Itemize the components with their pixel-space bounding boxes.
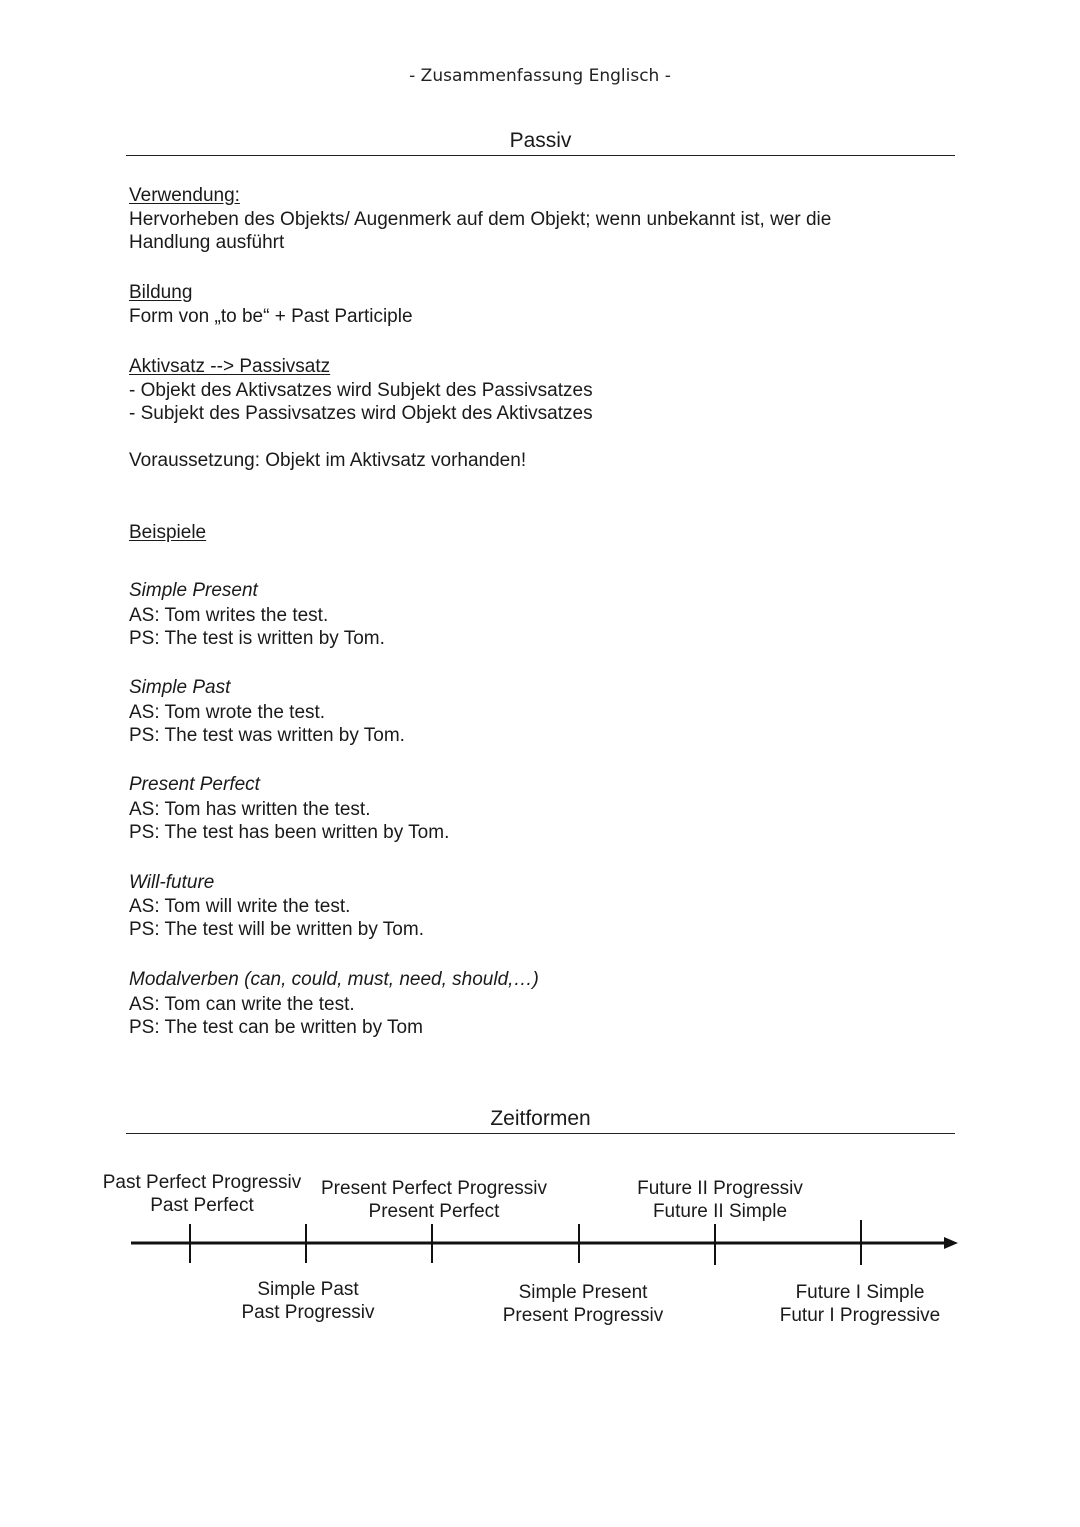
section-title-passiv: Passiv — [509, 129, 572, 152]
timeline-label-line: Present Progressiv — [502, 1305, 664, 1326]
timeline-label-line: Simple Present — [518, 1282, 648, 1303]
example-passive-sentence: PS: The test will be written by Tom. — [129, 919, 424, 940]
timeline-label-line: Past Perfect — [150, 1195, 254, 1216]
timeline-arrow — [0, 1210, 1080, 1280]
timeline-label-below — [208, 1278, 408, 1324]
voraussetzung-text: Voraussetzung: Objekt im Aktivsatz vorhanden! — [129, 450, 527, 471]
bildung-text: Form von „to be“ + Past Participle — [129, 306, 413, 327]
example-passive-sentence: PS: The test can be written by Tom — [129, 1017, 423, 1038]
timeline-label-line: Future I Simple — [795, 1282, 925, 1303]
verwendung-text-line-2: Handlung ausführt — [129, 232, 285, 253]
aktiv-passiv-rule-2: - Subjekt des Passivsatzes wird Objekt des Aktivsatzes — [129, 403, 593, 424]
example-active-sentence: AS: Tom can write the test. — [129, 994, 355, 1015]
timeline-label-line: Simple Past — [257, 1279, 359, 1300]
timeline-label-line: Futur I Progressive — [779, 1305, 941, 1326]
section-divider — [126, 1133, 955, 1134]
document-header: - Zusammenfassung Englisch - — [409, 66, 671, 86]
example-tense: Modalverben (can, could, must, need, should,…) — [129, 969, 539, 990]
example-tense: Simple Past — [129, 677, 231, 698]
example-passive-sentence: PS: The test has been written by Tom. — [129, 822, 450, 843]
example-passive-sentence: PS: The test is written by Tom. — [129, 628, 385, 649]
aktiv-passiv-heading: Aktivsatz --> Passivsatz — [129, 356, 331, 377]
timeline-label-line: Past Progressiv — [241, 1302, 375, 1323]
example-passive-sentence: PS: The test was written by Tom. — [129, 725, 405, 746]
section-title-zeitformen: Zeitformen — [490, 1107, 591, 1130]
verwendung-text-line-1: Hervorheben des Objekts/ Augenmerk auf dem Objekt; wenn unbekannt ist, wer die — [129, 209, 832, 230]
example-tense: Simple Present — [129, 580, 258, 601]
timeline-label-line: Present Perfect Progressiv — [321, 1178, 547, 1199]
timeline-label-below — [473, 1281, 693, 1327]
verwendung-heading: Verwendung: — [129, 185, 240, 206]
beispiele-heading: Beispiele — [129, 522, 207, 543]
example-active-sentence: AS: Tom has written the test. — [129, 799, 371, 820]
example-active-sentence: AS: Tom will write the test. — [129, 896, 351, 917]
example-tense: Will-future — [129, 872, 215, 893]
aktiv-passiv-rule-1: - Objekt des Aktivsatzes wird Subjekt des Passivsatzes — [129, 380, 593, 401]
timeline-arrowhead — [944, 1237, 958, 1249]
bildung-heading: Bildung — [129, 282, 193, 303]
timeline-label-line: Future II Simple — [652, 1201, 788, 1222]
example-active-sentence: AS: Tom writes the test. — [129, 605, 329, 626]
example-active-sentence: AS: Tom wrote the test. — [129, 702, 326, 723]
example-tense: Present Perfect — [129, 774, 260, 795]
timeline-label-line: Past Perfect Progressiv — [102, 1172, 302, 1193]
timeline-label-line: Present Perfect — [368, 1201, 500, 1222]
timeline-label-line: Future II Progressiv — [637, 1178, 803, 1199]
section-divider — [126, 155, 955, 156]
timeline-label-below — [760, 1281, 960, 1327]
